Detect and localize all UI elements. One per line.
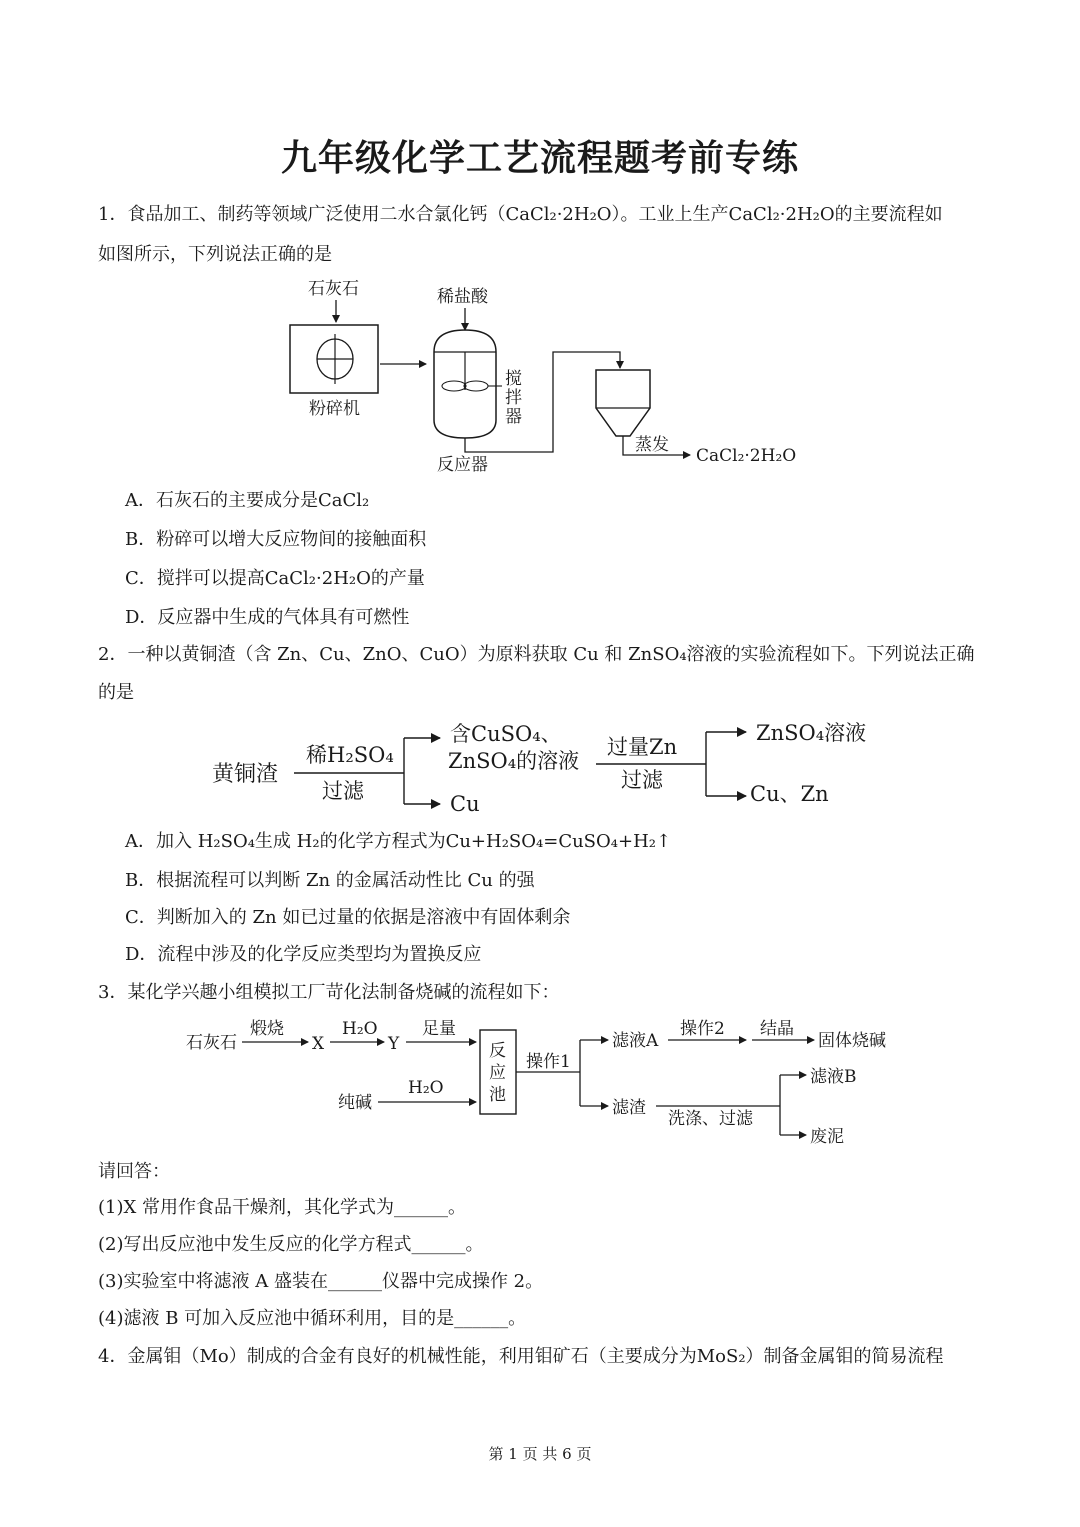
q2-filtrate1-line1: 含CuSO₄、 [450, 722, 562, 746]
q3-mud-label: 废泥 [810, 1127, 844, 1147]
q1-option-a: A．石灰石的主要成分是CaCl₂ [125, 490, 370, 511]
q3-op1-label: 操作1 [526, 1052, 571, 1072]
q1-stirrer-label-3: 器 [505, 407, 522, 427]
q1-crusher-label: 粉碎机 [309, 399, 360, 419]
q2-start-label: 黄铜渣 [212, 762, 279, 787]
q3-residue-label: 滤渣 [612, 1098, 646, 1118]
q2-stem-line1: 2．一种以黄铜渣（含 Zn、Cu、ZnO、CuO）为原料获取 Cu 和 ZnSO₄溶液的实验流程如下。下列说法正确 [98, 644, 975, 665]
q1-evaporate-label: 蒸发 [635, 435, 669, 455]
q1-option-c: C．搅拌可以提高CaCl₂·2H₂O的产量 [125, 568, 425, 589]
q3-question-1: (1)X 常用作食品干燥剂，其化学式为______。 [98, 1197, 467, 1218]
q1-stem-line2: 如图所示，下列说法正确的是 [98, 244, 332, 265]
q3-limestone-label: 石灰石 [186, 1033, 237, 1053]
q2-product2-label: Cu、Zn [750, 782, 829, 806]
q1-evaporator-tank [596, 370, 650, 436]
page-footer: 第 1 页 共 6 页 [488, 1445, 592, 1463]
q3-question-4: (4)滤液 B 可加入反应池中循环利用，目的是______。 [98, 1308, 527, 1329]
q1-reactor-label: 反应器 [437, 455, 488, 475]
q3-filtrate-b-label: 滤液B [810, 1067, 857, 1087]
q2-option-a: A．加入 H₂SO₄生成 H₂的化学方程式为Cu+H₂SO₄=CuSO₄+H₂↑ [125, 831, 672, 852]
q3-water1-label: H₂O [342, 1019, 378, 1039]
q1-option-b: B．粉碎可以增大反应物间的接触面积 [125, 529, 427, 550]
q3-y-label: Y [388, 1034, 400, 1054]
q2-flow-diagram [200, 714, 900, 824]
q4-stem: 4．金属钼（Mo）制成的合金有良好的机械性能，利用钼矿石（主要成分为MoS₂）制备金属钼的简易流程 [98, 1346, 944, 1367]
q3-question-3: (3)实验室中将滤液 A 盛装在______仪器中完成操作 2。 [98, 1271, 544, 1292]
q2-filtrate1-line2: ZnSO₄的溶液 [448, 749, 580, 773]
q3-water2-label: H₂O [408, 1078, 444, 1098]
q2-option-d: D．流程中涉及的化学反应类型均为置换反应 [125, 944, 482, 965]
q2-option-c: C．判断加入的 Zn 如已过量的依据是溶液中有固体剩余 [125, 907, 571, 928]
q2-step2-filter: 过滤 [621, 768, 663, 792]
q3-soda-label: 纯碱 [338, 1093, 372, 1113]
q3-question-2: (2)写出反应池中发生反应的化学方程式______。 [98, 1234, 484, 1255]
q2-step1-reagent: 稀H₂SO₄ [306, 743, 394, 767]
q1-flow-diagram [280, 272, 810, 482]
q3-pool-label-2: 应 [489, 1063, 506, 1083]
q1-stem-line1: 1．食品加工、制药等领域广泛使用二水合氯化钙（CaCl₂·2H₂O）。工业上生产CaCl₂·2H₂O的主要流程如 [98, 204, 943, 225]
q3-x-label: X [312, 1034, 325, 1054]
q2-product1-label: ZnSO₄溶液 [756, 721, 867, 745]
q3-op2-label: 操作2 [680, 1019, 725, 1039]
q3-prompt: 请回答： [98, 1161, 170, 1182]
q1-product-label: CaCl₂·2H₂O [696, 446, 797, 466]
q3-stem: 3．某化学兴趣小组模拟工厂苛化法制备烧碱的流程如下： [98, 982, 560, 1003]
q1-stirrer-label-2: 拌 [505, 388, 522, 408]
q1-stirrer-blade-left [442, 381, 466, 391]
q3-wash-label: 洗涤、过滤 [668, 1109, 753, 1129]
q3-sufficient-label: 足量 [422, 1019, 456, 1039]
q2-option-b: B．根据流程可以判断 Zn 的金属活动性比 Cu 的强 [125, 870, 535, 891]
q1-stirrer-blade-right [464, 381, 488, 391]
q2-step2-reagent: 过量Zn [607, 735, 678, 759]
q3-solid-label: 固体烧碱 [818, 1031, 886, 1051]
q1-stirrer-label-1: 搅 [505, 369, 522, 389]
q2-step1-filter: 过滤 [322, 779, 364, 803]
q1-option-d: D．反应器中生成的气体具有可燃性 [125, 607, 410, 628]
q3-filtrate-a-label: 滤液A [612, 1031, 659, 1051]
q2-stem-line2: 的是 [98, 682, 134, 703]
q3-crystallize-label: 结晶 [760, 1019, 794, 1039]
q3-pool-label-3: 池 [489, 1085, 506, 1105]
q1-acid-label: 稀盐酸 [437, 287, 488, 307]
q3-calcine-label: 煅烧 [250, 1019, 284, 1039]
page-title: 九年级化学工艺流程题考前专练 [280, 137, 799, 179]
q3-pool-label-1: 反 [489, 1041, 506, 1061]
q3-flow-diagram [180, 1012, 910, 1152]
q2-residue1-label: Cu [450, 792, 480, 816]
q1-limestone-label: 石灰石 [308, 279, 359, 299]
